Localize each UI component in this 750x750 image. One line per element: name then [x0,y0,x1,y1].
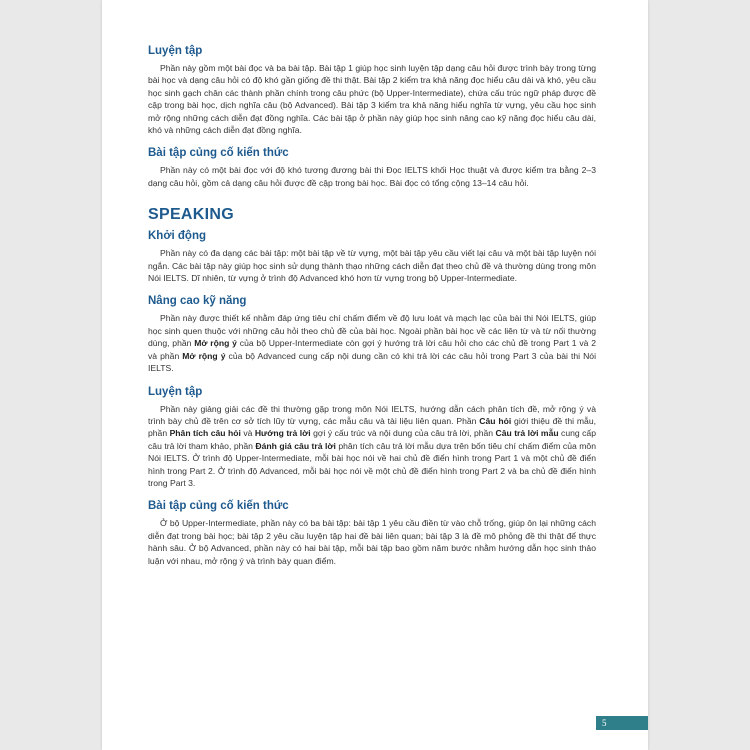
bold-term: Mở rộng ý [182,350,226,361]
bold-term: Câu hỏi [479,415,512,426]
speaking-practice-heading: Luyện tập [148,385,203,398]
document-page [102,0,648,750]
bold-term: Phân tích câu hỏi [169,428,241,439]
page-number-tab [596,716,648,730]
speaking-practice-text: Phần này giảng giải các đề thi thường gặp trong môn Nói IELTS, hướng dẫn cách phân tích đề, mở rộng ý và trình bày chủ đề trên cơ sở tích lũy từ vựng, các mẫu câu và tài liệu liên quan. Phần Câu hỏi giới thiệu đề thi mẫu, phần Phân tích câu hỏi và Hướng trả lời gợi ý cấu trúc và nội dung của câu trả lời, phần Câu trả lời mẫu cung cấp câu trả lời tham khảo, phần Đánh giá câu trả lời phân tích câu trả lời mẫu dựa trên bốn tiêu chí chấm điểm của môn Nói IELTS. Ở trình độ Upper-Intermediate, mỗi bài học nói về hai chủ đề điển hình trong Part 1 và một chủ đề điển hình trong Part 2. Ở trình độ Advanced, mỗi bài học nói về một chủ đề điển hình trong Part 2 và ba chủ đề điển hình trong Part 3. [148,403,597,488]
reading-review-text: Phần này có một bài đọc với độ khó tương đương bài thi Đọc IELTS khối Học thuật và được kiểm tra bằng 2–3 dạng câu hỏi, gồm cả dạng câu hỏi được đề cập trong bài học. Bài đọc có tổng cộng 13–14 câu hỏi. [148,165,596,188]
speaking-warmup-heading: Khởi động [148,230,206,243]
reading-practice-text: Phần này gồm một bài đọc và ba bài tập. Bài tập 1 giúp học sinh luyện tập dạng câu hỏi được trình bày trong từng bài học và dạng câu hỏi có độ khó gần giống đề thi thật. Bài tập 2 kiểm tra khả năng đọc hiểu câu dài và khó, yêu cầu học sinh gạch chân các thành phần chính trong câu phức (bộ Upper-Intermediate), chứa cấu trúc ngữ pháp được đề cập trong bài học, dịch nghĩa câu (bộ Advanced). Bài tập 3 kiểm tra khả năng hiểu nghĩa từ vựng, yêu cầu học sinh mở rộng những cách diễn đạt đồng nghĩa. Các bài tập ở phần này giúp học sinh nâng cao kỹ năng đọc hiểu câu dài, khó và những cách diễn đạt đồng nghĩa. [148,63,596,136]
bold-term: Đánh giá câu trả lời [255,440,336,451]
speaking-skills-text: Phần này được thiết kế nhằm đáp ứng tiêu chí chấm điểm về độ lưu loát và mạch lạc của bài thi Nói IELTS, giúp học sinh quen thuộc với những câu hỏi theo chủ đề của bài học. Ngoài phần bài học về các liên từ và từ nối thường dùng, phần Mở rộng ý của bộ Upper-Intermediate còn gợi ý hướng trả lời câu hỏi cho các chủ đề trong Part 1 và 2 và phần Mở rộng ý của bộ Advanced cung cấp nội dung cần có khi trả lời các câu hỏi trong Part 3 của bài thi Nói IELTS. [148,313,597,374]
speaking-skills-heading: Nâng cao kỹ năng [148,295,247,308]
speaking-review-heading: Bài tập củng cố kiến thức [148,500,289,513]
page-content [148,44,596,567]
reading-review-heading: Bài tập củng cố kiến thức [148,147,289,160]
bold-term: Câu trả lời mẫu [495,428,559,439]
speaking-section-title: SPEAKING [148,206,234,224]
reading-practice-heading: Luyện tập [148,45,203,57]
speaking-review-text: Ở bộ Upper-Intermediate, phần này có ba bài tập: bài tập 1 yêu cầu điền từ vào chỗ trống, giúp ôn lại những cách diễn đạt trong bài học; bài tập 2 yêu cầu luyện tập hai đề bài liên quan; bài tập 3 là đề mô phỏng đề thi thật để thực hành sâu. Ở bộ Advanced, phần này có hai bài tập, mỗi bài tập bao gồm năm bước nhằm hướng dẫn học sinh thảo luận với nhau, mở rộng ý và trình bày quan điểm. [148,518,596,566]
bold-term: Mở rộng ý [194,338,237,349]
bold-term: Hướng trả lời [254,428,311,439]
page-number: 5 [602,718,607,728]
speaking-warmup-text: Phần này có đa dạng các bài tập: một bài tập về từ vựng, một bài tập yêu cầu viết lại câu và một bài tập luyện nói ngắn. Các bài tập này giúp học sinh sử dụng thành thạo những cách diễn đạt theo chủ đề và thường dùng trong môn Nói IELTS. Dĩ nhiên, từ vựng ở trình độ Advanced khó hơn từ vựng trong bộ Upper-Intermediate. [148,248,596,284]
